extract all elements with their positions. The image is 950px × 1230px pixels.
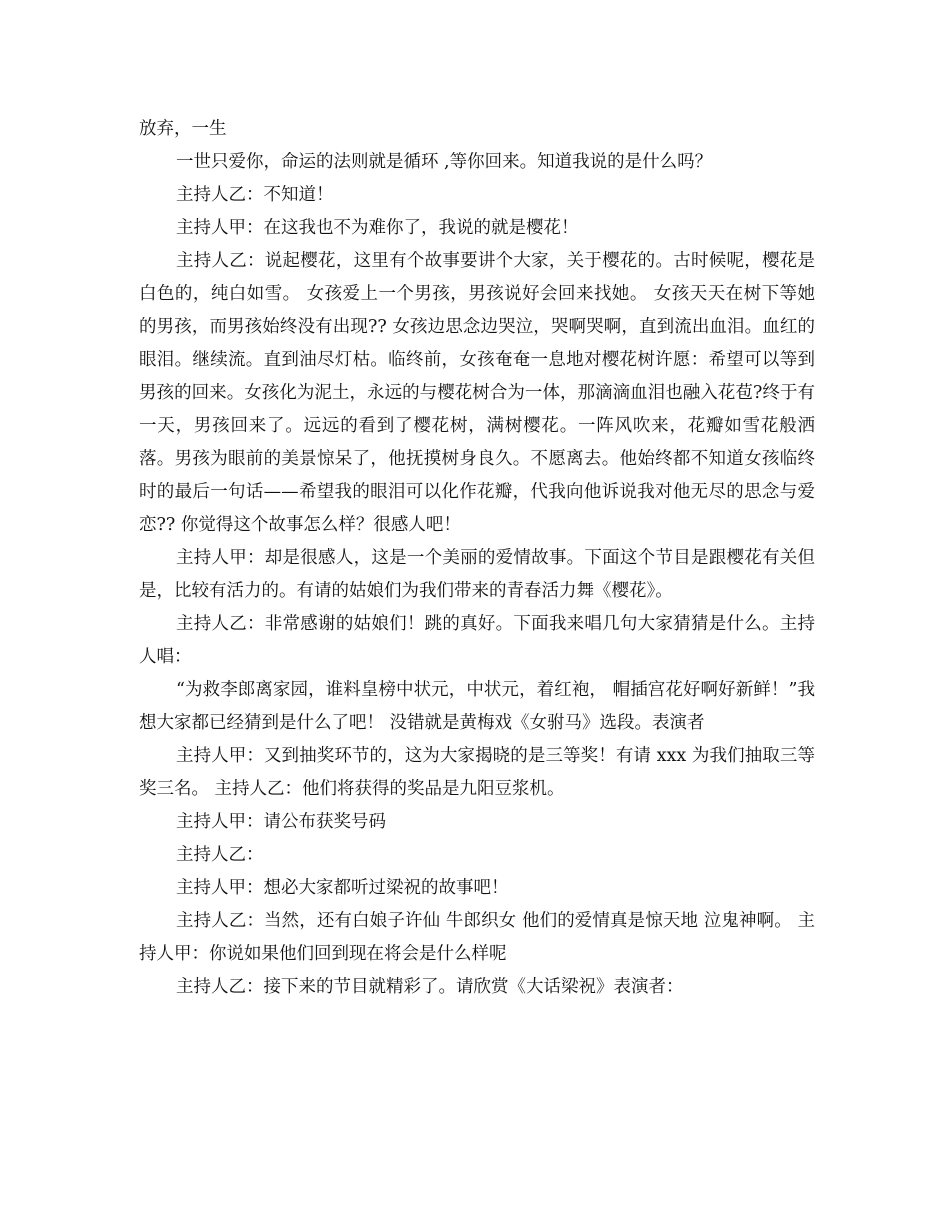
paragraph-4: 主持人甲：在这我也不为难你了，我说的就是樱花！ [176, 218, 579, 238]
paragraph-11: 主持人乙： [176, 845, 264, 865]
paragraph-6: 主持人甲：却是很感人，这是一个美丽的爱情故事。下面这个节目是跟樱花有关但是，比较有活力的。有请的姑娘们为我们带来的青春活力舞《樱花》。 [139, 548, 815, 601]
paragraph-13: 主持人乙：当然，还有白娘子许仙 牛郎织女 他们的爱情真是惊天地 泣鬼神啊。 主持人甲：你说如果他们回到现在将会是什么样呢 [139, 911, 815, 964]
paragraph-7: 主持人乙：非常感谢的姑娘们！跳的真好。下面我来唱几句大家猜猜是什么。主持人唱： [139, 614, 815, 667]
paragraph-2: 一世只爱你，命运的法则就是循环 ,等你回来。知道我说的是什么吗？ [176, 152, 713, 172]
paragraph-10: 主持人甲：请公布获奖号码 [176, 812, 386, 832]
paragraph-9: 主持人甲：又到抽奖环节的，这为大家揭晓的是三等奖！有请 xxx 为我们抽取三等奖三名。 主持人乙：他们将获得的奖品是九阳豆浆机。 [139, 746, 815, 799]
paragraph-3: 主持人乙：不知道！ [176, 185, 334, 205]
paragraph-5: 主持人乙：说起樱花，这里有个故事要讲个大家，关于樱花的。古时候呢，樱花是白色的，纯白如雪。 女孩爱上一个男孩，男孩说好会回来找她。 女孩天天在树下等她的男孩，而男孩始终没有出现?? 女孩边思念边哭泣，哭啊哭啊，直到流出血泪。血红的眼泪。继续流。直到油尽灯枯。临终前，女孩奄奄一息地对樱花树许愿：希望可以等到男孩的回来。女孩化为泥土，永远的与樱花树合为一体，那滴滴血泪也融入花苞?终于有一天，男孩回来了。远远的看到了樱花树，满树樱花。一阵风吹来，花瓣如雪花般洒落。男孩为眼前的美景惊呆了，他抚摸树身良久。不愿离去。他始终都不知道女孩临终时的最后一句话——希望我的眼泪可以化作花瓣，代我向他诉说我对他无尽的思念与爱恋?? 你觉得这个故事怎么样？很感人吧！ [139, 251, 815, 535]
paragraph-1: 放弃，一生 [139, 119, 227, 139]
paragraph-12: 主持人甲：想必大家都听过梁祝的故事吧！ [176, 878, 509, 898]
paragraph-8: “为救李郎离家园，谁料皇榜中状元，中状元，着红袍， 帽插宫花好啊好新鲜！”我想大家都已经猜到是什么了吧！ 没错就是黄梅戏《女驸马》选段。表演者 [139, 680, 815, 733]
document-body [139, 113, 815, 1004]
paragraph-14: 主持人乙：接下来的节目就精彩了。请欣赏《大话梁祝》表演者： [176, 977, 684, 997]
